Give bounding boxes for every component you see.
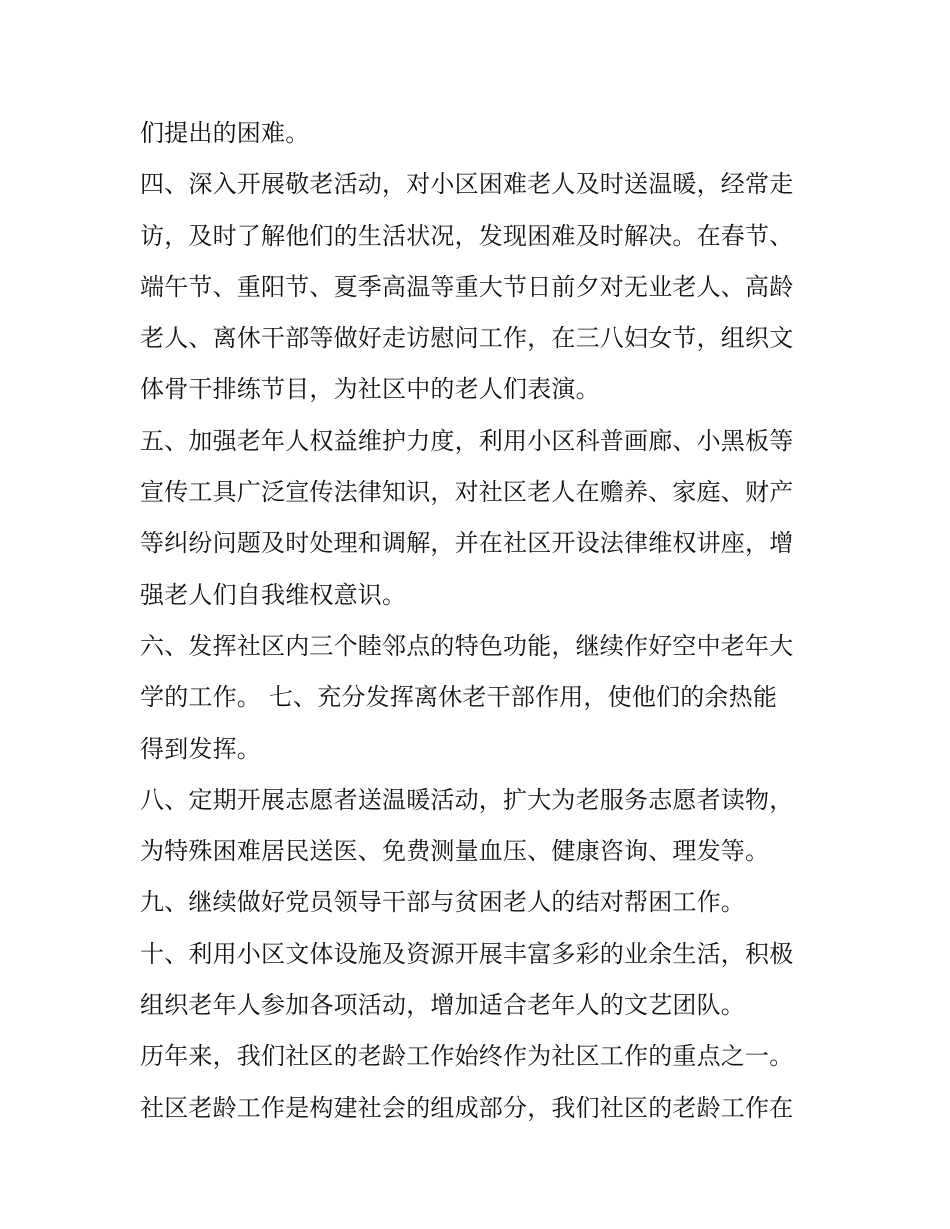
text-line: 得到发挥。 xyxy=(140,734,261,763)
text-line: 端午节、重阳节、夏季高温等重大节日前夕对无业老人、高龄 xyxy=(140,272,794,301)
text-line: 组织老年人参加各项活动，增加适合老年人的文艺团队。 xyxy=(140,991,745,1020)
document-body xyxy=(140,108,820,1134)
text-line: 社区老龄工作是构建社会的组成部分，我们社区的老龄工作在 xyxy=(140,1093,794,1122)
text-line: 八、定期开展志愿者送温暖活动，扩大为老服务志愿者读物， xyxy=(140,785,794,814)
text-line: 等纠纷问题及时处理和调解，并在社区开设法律维权讲座，增 xyxy=(140,529,794,558)
text-line: 为特殊困难居民送医、免费测量血压、健康咨询、理发等。 xyxy=(140,837,770,866)
text-line: 六、发挥社区内三个睦邻点的特色功能，继续作好空中老年大 xyxy=(140,631,794,660)
text-line: 九、继续做好党员领导干部与贫困老人的结对帮困工作。 xyxy=(140,888,745,917)
text-line: 们提出的困难。 xyxy=(140,119,310,147)
text-line: 老人、离休干部等做好走访慰问工作，在三八妇女节，组织文 xyxy=(140,324,794,353)
text-line: 强老人们自我维权意识。 xyxy=(140,580,407,609)
text-line: 宣传工具广泛宣传法律知识，对社区老人在赡养、家庭、财产 xyxy=(140,478,794,507)
text-line: 学的工作。 七、充分发挥离休老干部作用，使他们的余热能 xyxy=(140,683,778,712)
text-line: 访，及时了解他们的生活状况，发现困难及时解决。在春节、 xyxy=(140,221,794,250)
text-line: 体骨干排练节目，为社区中的老人们表演。 xyxy=(140,375,600,404)
text-line: 十、利用小区文体设施及资源开展丰富多彩的业余生活，积极 xyxy=(140,939,794,968)
text-line: 历年来，我们社区的老龄工作始终作为社区工作的重点之一。 xyxy=(140,1042,794,1071)
text-line: 四、深入开展敬老活动，对小区困难老人及时送温暖，经常走 xyxy=(140,170,794,199)
text-line: 五、加强老年人权益维护力度，利用小区科普画廊、小黑板等 xyxy=(140,426,794,455)
